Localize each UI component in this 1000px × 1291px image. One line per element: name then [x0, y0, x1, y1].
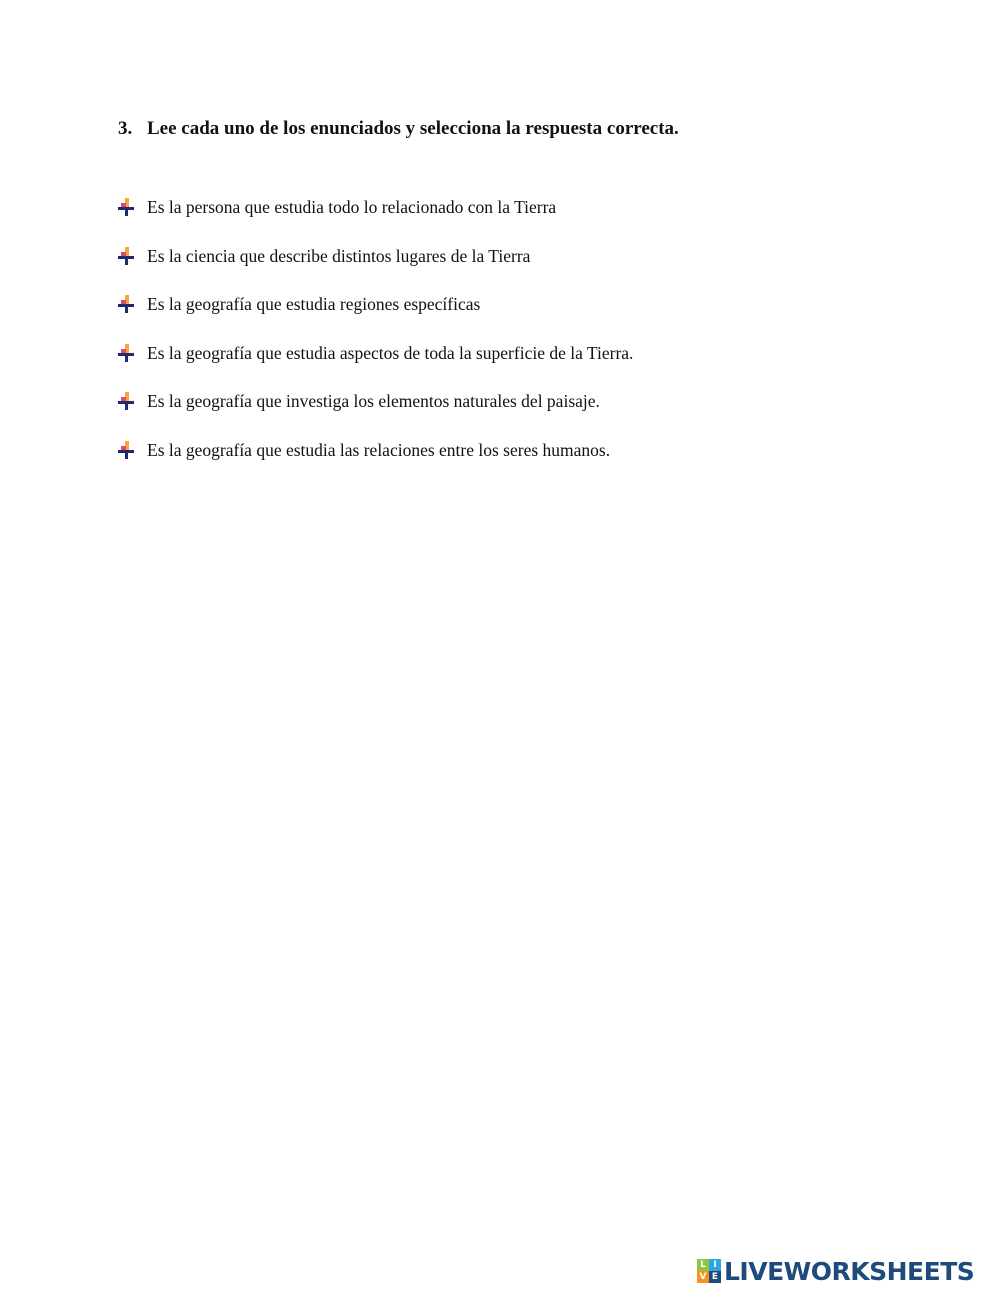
logo-mark-letter: V: [697, 1271, 709, 1283]
pushpin-icon: [118, 196, 147, 216]
statement-text: Es la geografía que estudia aspectos de toda la superficie de la Tierra.: [147, 342, 634, 363]
statement-item: [118, 342, 633, 391]
statement-item: [118, 439, 633, 488]
question-text: Lee cada uno de los enunciados y selecciona la respuesta correcta.: [147, 118, 679, 139]
question-number: 3.: [118, 118, 133, 139]
logo-mark-letter: E: [709, 1271, 721, 1283]
statement-item: [118, 390, 633, 439]
live-mark-icon: [697, 1259, 721, 1283]
pushpin-icon: [118, 439, 147, 459]
statement-text: Es la ciencia que describe distintos lugares de la Tierra: [147, 245, 531, 266]
liveworksheets-logo: [697, 1256, 974, 1286]
pushpin-icon: [118, 342, 147, 362]
statement-item: [118, 245, 633, 294]
statement-text: Es la persona que estudia todo lo relacionado con la Tierra: [147, 197, 557, 217]
pushpin-icon: [118, 390, 147, 410]
logo-mark-letter: I: [709, 1259, 721, 1271]
statement-text: Es la geografía que estudia regiones específicas: [147, 294, 481, 314]
statement-item: [118, 293, 633, 342]
statement-item: [118, 196, 633, 245]
statement-list: [118, 196, 633, 487]
statement-text: Es la geografía que estudia las relaciones entre los seres humanos.: [147, 439, 611, 460]
question-heading: [118, 118, 679, 140]
pushpin-icon: [118, 245, 147, 265]
pushpin-icon: [118, 293, 147, 313]
logo-mark-letter: L: [697, 1259, 709, 1271]
logo-text: LIVEWORKSHEETS: [724, 1256, 975, 1286]
statement-text: Es la geografía que investiga los elementos naturales del paisaje.: [147, 391, 600, 411]
